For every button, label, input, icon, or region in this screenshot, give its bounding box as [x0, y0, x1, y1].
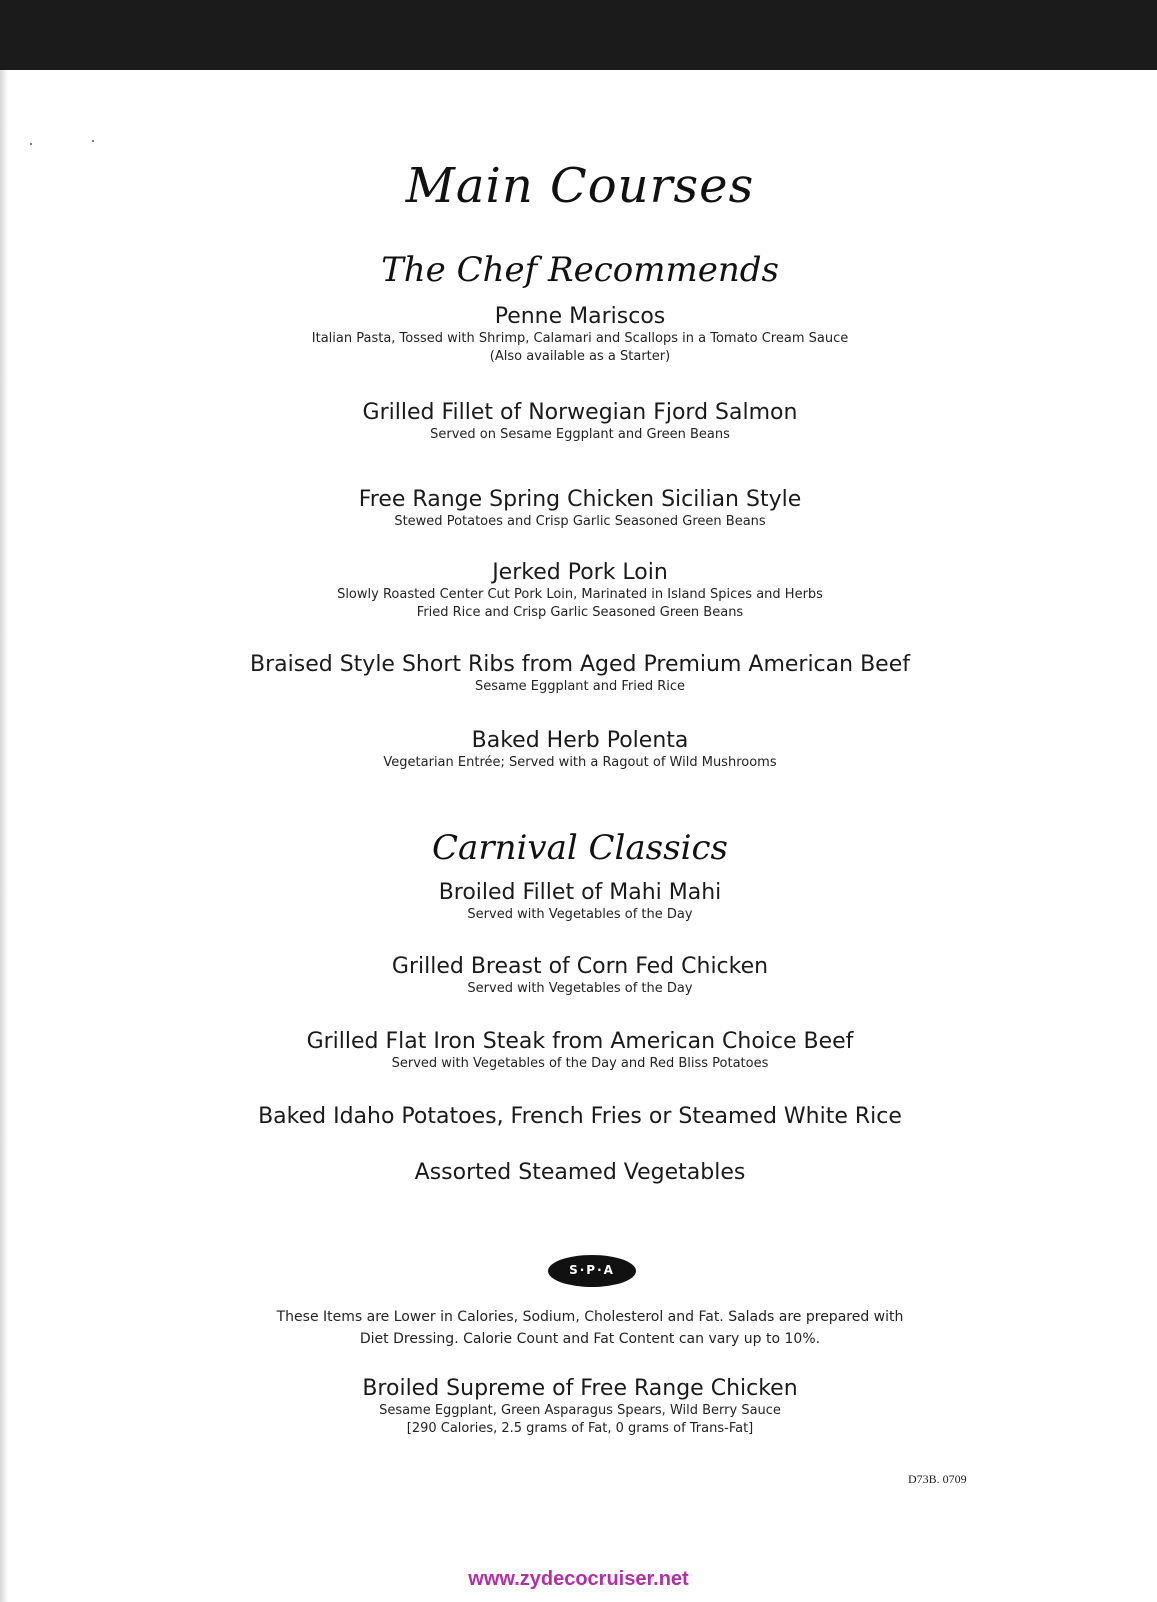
item-description: [290 Calories, 2.5 grams of Fat, 0 grams of Trans-Fat]	[406, 1421, 754, 1436]
menu-item	[240, 880, 920, 924]
menu-item	[200, 1104, 960, 1130]
item-name: Grilled Fillet of Norwegian Fjord Salmon	[362, 400, 798, 425]
item-description: Served with Vegetables of the Day	[467, 907, 693, 922]
item-description: Fried Rice and Crisp Garlic Seasoned Green Beans	[416, 605, 744, 620]
item-name: Broiled Fillet of Mahi Mahi	[438, 880, 722, 905]
menu-item	[240, 954, 920, 998]
menu-item	[240, 487, 920, 531]
menu-item	[220, 1029, 940, 1073]
item-description: Sesame Eggplant and Fried Rice	[474, 679, 686, 694]
menu-code: D73B. 0709	[908, 1472, 967, 1486]
scan-left-edge	[0, 70, 8, 1602]
spa-note-line: These Items are Lower in Calories, Sodium, Cholesterol and Fat. Salads are prepared with	[276, 1309, 904, 1325]
item-name: Baked Herb Polenta	[471, 728, 689, 753]
item-name: Assorted Steamed Vegetables	[414, 1160, 746, 1185]
section-heading-chef: The Chef Recommends	[381, 250, 779, 290]
item-description: Served with Vegetables of the Day and Red Bliss Potatoes	[391, 1056, 769, 1071]
menu-item	[240, 560, 920, 622]
page-title: Main Courses	[405, 158, 755, 214]
scan-speck	[30, 143, 32, 145]
item-description: Italian Pasta, Tossed with Shrimp, Calamari and Scallops in a Tomato Cream Sauce	[311, 331, 849, 346]
item-description: Served with Vegetables of the Day	[467, 981, 693, 996]
item-description: Sesame Eggplant, Green Asparagus Spears, Wild Berry Sauce	[379, 1403, 781, 1418]
menu-item	[240, 400, 920, 444]
item-name: Jerked Pork Loin	[492, 560, 668, 585]
menu-item	[240, 728, 920, 772]
item-name: Broiled Supreme of Free Range Chicken	[362, 1376, 798, 1401]
section-heading-carnival: Carnival Classics	[432, 828, 728, 868]
item-description: Slowly Roasted Center Cut Pork Loin, Marinated in Island Spices and Herbs	[337, 587, 823, 602]
item-description: Served on Sesame Eggplant and Green Beans	[430, 427, 730, 442]
item-description: Vegetarian Entrée; Served with a Ragout of Wild Mushrooms	[383, 755, 777, 770]
spa-logo: S·P·A	[548, 1255, 636, 1287]
item-name: Penne Mariscos	[494, 304, 666, 329]
item-name: Free Range Spring Chicken Sicilian Style	[358, 487, 802, 512]
spa-note	[270, 1306, 910, 1350]
item-name: Grilled Flat Iron Steak from American Choice Beef	[306, 1029, 854, 1054]
spa-note-line: Diet Dressing. Calorie Count and Fat Content can vary up to 10%.	[359, 1331, 821, 1347]
watermark-url: www.zydecocruiser.net	[468, 1568, 689, 1590]
menu-item	[240, 304, 920, 366]
item-description: (Also available as a Starter)	[489, 349, 671, 364]
scan-speck	[92, 140, 94, 142]
menu-item	[240, 1160, 920, 1186]
menu-item	[200, 652, 960, 696]
menu-item-spa	[240, 1376, 920, 1438]
item-description: Stewed Potatoes and Crisp Garlic Seasoned Green Beans	[394, 514, 766, 529]
item-name: Braised Style Short Ribs from Aged Premium American Beef	[250, 652, 910, 677]
scan-top-border	[0, 0, 1157, 70]
item-name: Baked Idaho Potatoes, French Fries or Steamed White Rice	[258, 1104, 902, 1129]
item-name: Grilled Breast of Corn Fed Chicken	[391, 954, 769, 979]
